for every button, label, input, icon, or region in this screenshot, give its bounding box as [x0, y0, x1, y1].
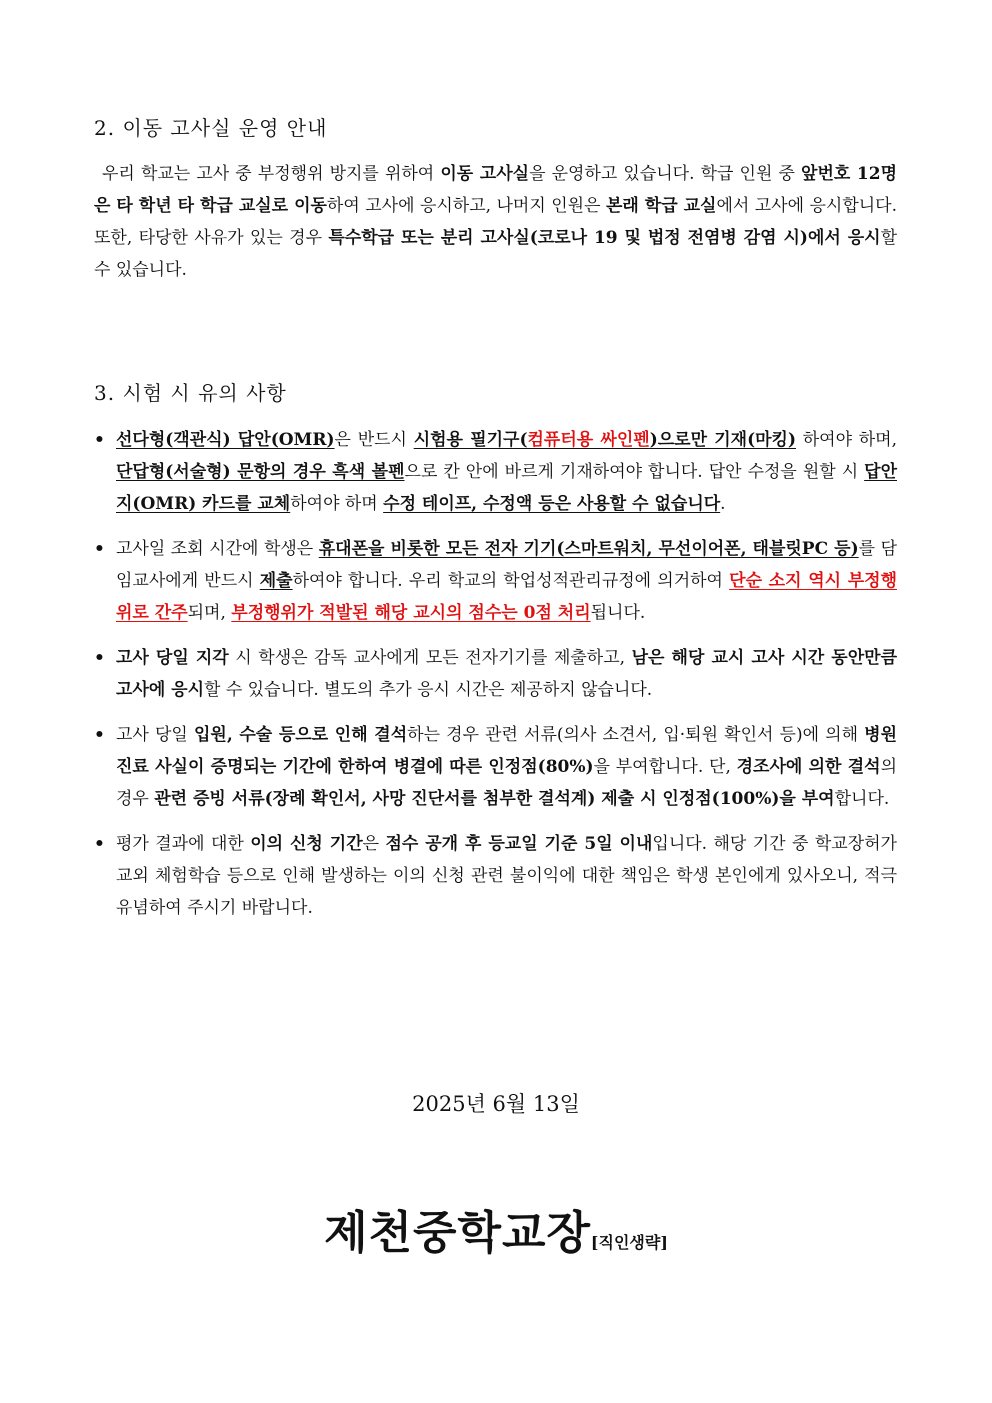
emphasis-submit: 제출 — [259, 571, 293, 591]
text-segment: 시 학생은 감독 교사에게 모든 전자기기를 제출하고, — [228, 648, 632, 668]
precaution-item-appeal — [94, 828, 897, 924]
emphasis-no-correction-tape: 수정 테이프, 수정액 등은 사용할 수 없습니다 — [383, 494, 721, 514]
emphasis-marking: )으로만 기재(마킹) — [649, 430, 797, 450]
bullet-icon: • — [94, 725, 105, 745]
bullet-icon: • — [94, 834, 105, 854]
emphasis-moving-exam-room: 이동 고사실 — [440, 164, 530, 184]
emphasis-home-classroom: 본래 학급 교실 — [605, 196, 717, 216]
text-segment: 에서 고사에 응시합니다. 또한, 타당한 사유가 있는 경우 — [94, 196, 897, 248]
bullet-icon: • — [94, 648, 105, 668]
text-segment: 의 경우 — [116, 757, 897, 809]
emphasis-late: 고사 당일 지각 — [116, 648, 229, 668]
text-segment: 은 — [362, 834, 386, 854]
text-segment: 합니다. — [834, 789, 890, 809]
emphasis-computer-pen: 컴퓨터용 싸인펜 — [527, 430, 650, 450]
text-segment: 됩니다. — [590, 603, 646, 623]
text-segment: 하여야 하며, — [796, 430, 897, 450]
emphasis-hospital-absence: 입원, 수술 등으로 인해 결석 — [193, 725, 408, 745]
emphasis-all-devices: 휴대폰을 비롯한 모든 전자 기기(스마트워치, 무선이어폰, 태블릿PC 등) — [318, 539, 859, 559]
text-segment: 하여야 하며 — [290, 494, 384, 514]
text-segment: 을 부여합니다. 단, — [593, 757, 737, 777]
text-segment: 고사 당일 — [116, 725, 194, 745]
section-2-paragraph — [94, 158, 897, 286]
seal-omitted-note: [직인생략] — [590, 1233, 668, 1252]
bullet-icon: • — [94, 539, 105, 559]
emphasis-remaining-time: 남은 해당 교시 고사 시간 동안만큼 고사에 응시 — [116, 648, 897, 700]
text-segment: 할 수 있습니다. 별도의 추가 응시 시간은 제공하지 않습니다. — [204, 680, 653, 700]
text-segment: 평가 결과에 대한 — [116, 834, 251, 854]
precaution-item-answer-sheet — [94, 424, 897, 520]
emphasis-pen-required: 시험용 필기구( — [413, 430, 528, 450]
issue-date: 2025년 6월 13일 — [412, 1092, 580, 1116]
emphasis-omr: 선다형(객관식) 답안(OMR) — [116, 430, 335, 450]
bullet-icon: • — [94, 430, 105, 450]
text-segment: 되며, — [187, 603, 232, 623]
emphasis-replace-card: 답안지(OMR) 카드를 교체 — [116, 462, 897, 514]
text-segment: 할 수 있습니다. — [94, 228, 897, 280]
precaution-item-late — [94, 642, 897, 706]
precautions-list — [94, 424, 897, 937]
text-segment: 하여야 합니다. 우리 학교의 학업성적관리규정에 의거하여 — [292, 571, 730, 591]
precaution-item-absence — [94, 719, 897, 815]
section-2-heading: 2. 이동 고사실 운영 안내 — [94, 116, 328, 140]
text-segment: 하여 고사에 응시하고, 나머지 인원은 — [326, 196, 606, 216]
emphasis-black-pen: 단답형(서술형) 문항의 경우 흑색 볼펜 — [116, 462, 405, 482]
principal-title: 제천중학교장 — [324, 1206, 591, 1259]
text-segment: 고사일 조회 시간에 학생은 — [116, 539, 319, 559]
emphasis-zero-score: 부정행위가 적발된 해당 교시의 점수는 0점 처리 — [231, 603, 591, 623]
text-segment: 으로 칸 안에 바르게 기재하여야 합니다. 답안 수정을 원할 시 — [404, 462, 865, 482]
emphasis-appeal-period: 이의 신청 기간 — [250, 834, 363, 854]
text-segment: . — [720, 494, 726, 514]
text-segment: 을 운영하고 있습니다. 학급 인원 중 — [529, 164, 802, 184]
emphasis-special-room: 특수학급 또는 분리 고사실(코로나 19 및 법정 전염병 감염 시)에서 응시 — [328, 228, 881, 248]
text-segment: 입니다. 해당 기간 중 학교장허가 교외 체험학습 등으로 인해 발생하는 이의 신청 관련 불이익에 대한 책임은 학생 본인에게 있사오니, 적극 유념하여 주시기 바랍니다. — [116, 834, 897, 918]
text-segment: 하는 경우 관련 서류(의사 소견서, 입·퇴원 확인서 등)에 의해 — [407, 725, 865, 745]
text-segment: 은 반드시 — [334, 430, 414, 450]
emphasis-five-days: 점수 공개 후 등교일 기준 5일 이내 — [385, 834, 653, 854]
section-3-heading: 3. 시험 시 유의 사항 — [94, 381, 287, 405]
emphasis-family-event: 경조사에 의한 결석 — [736, 757, 881, 777]
text-segment: 를 담임교사에게 반드시 — [116, 539, 897, 591]
emphasis-front-12-move: 앞번호 12명은 타 학년 타 학급 교실로 이동 — [94, 164, 897, 216]
emphasis-possession-cheating: 단순 소지 역시 부정행위로 간주 — [116, 571, 897, 623]
precaution-item-devices — [94, 533, 897, 629]
text-segment: 우리 학교는 고사 중 부정행위 방지를 위하여 — [102, 164, 441, 184]
principal-signature — [0, 1196, 992, 1261]
emphasis-documents-100: 관련 증빙 서류(장례 확인서, 사망 진단서를 첨부한 결석계) 제출 시 인정점(100%)을 부여 — [154, 789, 835, 809]
emphasis-sick-leave-80: 병원 진료 사실이 증명되는 기간에 한하여 병결에 따른 인정점(80%) — [116, 725, 898, 777]
